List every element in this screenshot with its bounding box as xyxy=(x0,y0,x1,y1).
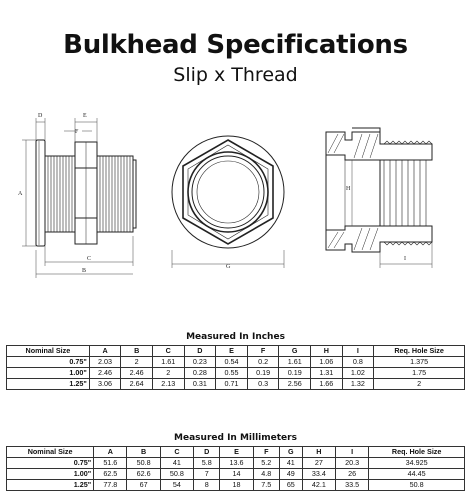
page-subtitle: Slip x Thread xyxy=(173,64,298,86)
table-cell: 34.925 xyxy=(369,458,465,469)
table-cell: 0.75" xyxy=(7,458,94,469)
table-cell: 42.1 xyxy=(302,480,335,491)
table-cell: 8 xyxy=(194,480,220,491)
column-header: H xyxy=(302,447,335,458)
column-header: C xyxy=(152,346,184,357)
dim-label-i: I xyxy=(404,256,406,262)
table-cell: 50.8 xyxy=(127,458,160,469)
column-header: E xyxy=(220,447,253,458)
table-cell: 0.75" xyxy=(7,357,90,368)
table-cell: 5.8 xyxy=(194,458,220,469)
table-cell: 0.8 xyxy=(342,357,374,368)
table-cell: 33.5 xyxy=(336,480,369,491)
table-cell: 67 xyxy=(127,480,160,491)
table-row xyxy=(7,480,465,491)
table-cell: 5.2 xyxy=(253,458,279,469)
column-header: Req. Hole Size xyxy=(369,447,465,458)
table-row xyxy=(7,379,465,390)
table-cell: 41 xyxy=(279,458,302,469)
table-cell: 51.6 xyxy=(94,458,127,469)
table-cell: 41 xyxy=(160,458,193,469)
table-cell: 0.54 xyxy=(216,357,248,368)
table-header-row xyxy=(7,346,465,357)
table-cell: 2.46 xyxy=(89,368,121,379)
column-header: Nominal Size xyxy=(7,447,94,458)
table-cell: 50.8 xyxy=(369,480,465,491)
column-header: A xyxy=(89,346,121,357)
column-header: D xyxy=(194,447,220,458)
table-cell: 49 xyxy=(279,469,302,480)
dim-label-f: F xyxy=(75,129,79,135)
table-cell: 0.19 xyxy=(247,368,279,379)
table-header-row xyxy=(7,447,465,458)
column-header: B xyxy=(127,447,160,458)
table-cell: 7.5 xyxy=(253,480,279,491)
table-row xyxy=(7,357,465,368)
table-cell: 2.56 xyxy=(279,379,311,390)
column-header: I xyxy=(342,346,374,357)
technical-drawings xyxy=(0,100,471,300)
table-cell: 0.28 xyxy=(184,368,216,379)
table-cell: 1.66 xyxy=(311,379,343,390)
table-cell: 1.61 xyxy=(152,357,184,368)
table-cell: 1.00" xyxy=(7,368,90,379)
table-cell: 1.375 xyxy=(374,357,465,368)
column-header: G xyxy=(279,346,311,357)
table-cell: 1.25" xyxy=(7,379,90,390)
table-cell: 1.02 xyxy=(342,368,374,379)
column-header: E xyxy=(216,346,248,357)
column-header: F xyxy=(247,346,279,357)
table-cell: 0.3 xyxy=(247,379,279,390)
column-header: F xyxy=(253,447,279,458)
front-view-drawing xyxy=(172,136,284,268)
table-cell: 0.55 xyxy=(216,368,248,379)
column-header: D xyxy=(184,346,216,357)
column-header: Req. Hole Size xyxy=(374,346,465,357)
inches-table xyxy=(6,345,465,390)
dim-label-a: A xyxy=(18,191,23,197)
mm-table xyxy=(6,446,465,491)
mm-table-title: Measured In Millimeters xyxy=(174,433,297,443)
table-cell: 1.00" xyxy=(7,469,94,480)
column-header: H xyxy=(311,346,343,357)
table-cell: 33.4 xyxy=(302,469,335,480)
table-cell: 0.2 xyxy=(247,357,279,368)
table-cell: 2.46 xyxy=(121,368,153,379)
table-cell: 1.75 xyxy=(374,368,465,379)
table-cell: 2.13 xyxy=(152,379,184,390)
column-header: Nominal Size xyxy=(7,346,90,357)
inches-table-title: Measured In Inches xyxy=(186,332,285,342)
table-row xyxy=(7,368,465,379)
dim-label-e: E xyxy=(83,113,87,119)
table-cell: 2 xyxy=(121,357,153,368)
table-cell: 27 xyxy=(302,458,335,469)
table-cell: 0.31 xyxy=(184,379,216,390)
table-cell: 0.19 xyxy=(279,368,311,379)
table-cell: 54 xyxy=(160,480,193,491)
table-cell: 2.64 xyxy=(121,379,153,390)
table-cell: 0.23 xyxy=(184,357,216,368)
table-cell: 14 xyxy=(220,469,253,480)
dim-label-c: C xyxy=(87,256,92,262)
table-cell: 20.3 xyxy=(336,458,369,469)
table-cell: 77.8 xyxy=(94,480,127,491)
dim-label-d: D xyxy=(38,113,43,119)
table-cell: 50.8 xyxy=(160,469,193,480)
table-cell: 2 xyxy=(152,368,184,379)
table-cell: 62.5 xyxy=(94,469,127,480)
column-header: A xyxy=(94,447,127,458)
section-view-drawing xyxy=(326,128,432,268)
column-header: B xyxy=(121,346,153,357)
table-cell: 26 xyxy=(336,469,369,480)
column-header: G xyxy=(279,447,302,458)
table-cell: 1.31 xyxy=(311,368,343,379)
table-cell: 3.06 xyxy=(89,379,121,390)
table-row xyxy=(7,458,465,469)
table-cell: 1.25" xyxy=(7,480,94,491)
table-row xyxy=(7,469,465,480)
table-cell: 1.32 xyxy=(342,379,374,390)
page-title: Bulkhead Specifications xyxy=(63,30,408,60)
table-cell: 44.45 xyxy=(369,469,465,480)
column-header: C xyxy=(160,447,193,458)
table-cell: 2 xyxy=(374,379,465,390)
side-view-drawing xyxy=(22,118,136,278)
table-cell: 1.61 xyxy=(279,357,311,368)
dim-label-g: G xyxy=(226,264,231,270)
dim-label-h: H xyxy=(346,186,351,192)
dim-label-b: B xyxy=(82,268,87,274)
table-cell: 4.8 xyxy=(253,469,279,480)
table-cell: 13.6 xyxy=(220,458,253,469)
table-cell: 0.71 xyxy=(216,379,248,390)
table-cell: 7 xyxy=(194,469,220,480)
table-cell: 1.06 xyxy=(311,357,343,368)
column-header: I xyxy=(336,447,369,458)
table-cell: 2.03 xyxy=(89,357,121,368)
table-cell: 65 xyxy=(279,480,302,491)
table-cell: 62.6 xyxy=(127,469,160,480)
table-cell: 18 xyxy=(220,480,253,491)
